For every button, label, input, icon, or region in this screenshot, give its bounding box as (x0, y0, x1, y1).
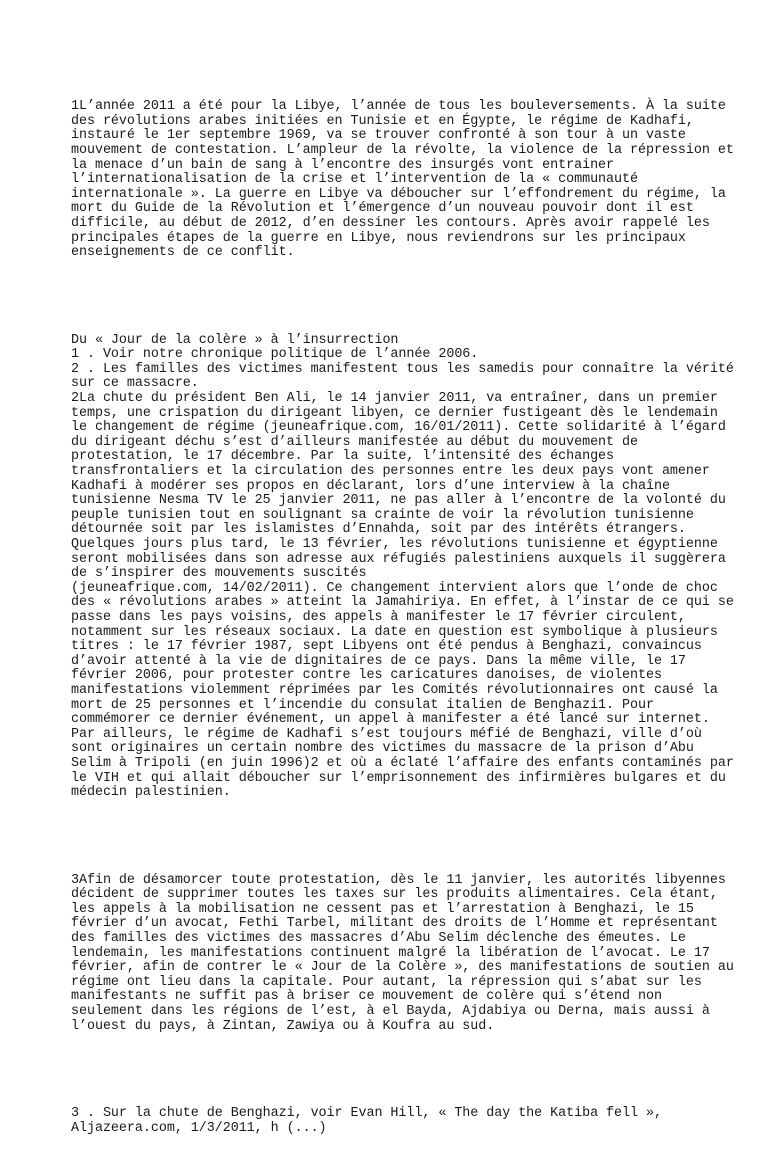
paragraph-intro: 1L’année 2011 a été pour la Libye, l’année de tous les bouleversements. À la suite des révolutions arabes initiées en Tunisie et en Égypte, le régime de Kadhafi, instauré le 1er septembre 1969, va se trouver confronté à son tour à un vaste mouvement de contestation. L’ampleur de la révolte, la violence de la répression et la menace d’un bain de sang à l’encontre des insurgés vont entrainer l’internationalisation de la crise et l’intervention de la « communauté internationale ». La guerre en Libye va déboucher sur l’effondrement du régime, la mort du Guide de la Révolution et l’émergence d’un nouveau pouvoir dont il est difficile, au début de 2012, d’en dessiner les contours. Après avoir rappelé les principales étapes de la guerre en Libye, nous reviendrons sur les principaux enseignements de ce conflit. (71, 99, 734, 261)
document-text (71, 71, 734, 1166)
paragraph-section-2: Du « Jour de la colère » à l’insurrection 1 . Voir notre chronique politique de l’année 2006. 2 . Les familles des victimes manifestent tous les samedis pour connaître la vérité sur ce massacre. 2La chute du président Ben Ali, le 14 janvier 2011, va entraîner, dans un premier temps, une crispation du dirigeant libyen, ce dernier fustigeant dès le lendemain le changement de régime (jeuneafrique.com, 16/01/2011). Cette solidarité à l’égard du dirigeant déchu s’est d’ailleurs manifestée au début du mouvement de protestation, le 17 décembre. Par la suite, l’intensité des échanges transfrontaliers et la circulation des personnes entre les deux pays vont amener Kadhafi à modérer ses propos en déclarant, lors d’une interview à la chaîne tunisienne Nesma TV le 25 janvier 2011, ne pas aller à l’encontre de la volonté du peuple tunisien tout en soulignant sa crainte de voir la révolution tunisienne détournée soit par les islamistes d’Ennahda, soit par des intérêts étrangers. Quelques jours plus tard, le 13 février, les révolutions tunisienne et égyptienne seront mobilisées dans son adresse aux réfugiés palestiniens auxquels il suggèrera de s’inspirer des mouvements suscités (jeuneafrique.com, 14/02/2011). Ce changement intervient alors que l’onde de choc des « révolutions arabes » atteint la Jamahiriya. En effet, à l’instar de ce qui se passe dans les pays voisins, des appels à manifester le 17 février circulent, notamment sur les réseaux sociaux. La date en question est symbolique à plusieurs titres : le 17 février 1987, sept Libyens ont été pendus à Benghazi, convaincus d’avoir attenté à la vie de dignitaires de ce pays. Dans la même ville, le 17 février 2006, pour protester contre les caricatures danoises, de violentes manifestations violemment réprimées par les Comités révolutionnaires ont causé la mort de 25 personnes et l’incendie du consulat italien de Benghazi1. Pour commémorer ce dernier événement, un appel à manifester a été lancé sur internet. Par ailleurs, le régime de Kadhafi s’est toujours méfié de Benghazi, ville d’où sont originaires un certain nombre des victimes du massacre de la prison d’Abu Selim à Tripoli (en juin 1996)2 et où a éclaté l’affaire des enfants contaminés par le VIH et qui allait déboucher sur l’emprisonnement des infirmières bulgares et du médecin palestinien. (71, 332, 734, 801)
paragraph-spacer (71, 290, 711, 305)
paragraph-spacer (71, 1063, 711, 1078)
paragraph-section-3: 3Afin de désamorcer toute protestation, dès le 11 janvier, les autorités libyennes décident de supprimer toutes les taxes sur les produits alimentaires. Cela étant, les appels à la mobilisation ne cessent pas et l’arrestation à Benghazi, le 15 février d’un avocat, Fethi Tarbel, militant des droits de l’Homme et représentant des familles des victimes des massacres d’Abu Selim déclenche des émeutes. Le lendemain, les manifestations continuent malgré la libération de l’avocat. Le 17 février, afin de contrer le « Jour de la Colère », des manifestations de soutien au régime ont lieu dans la capitale. Pour autant, la répression qui s’abat sur les manifestants ne suffit pas à briser ce mouvement de colère qui s’étend non seulement dans les régions de l’est, à el Bayda, Ajdabiya ou Derna, mais aussi à l’ouest du pays, à Zintan, Zawiya ou à Koufra au sud. (71, 872, 734, 1034)
paragraph-spacer (71, 830, 711, 845)
footnote-3: 3 . Sur la chute de Benghazi, voir Evan Hill, « The day the Katiba fell », Aljazeera.com, 1/3/2011, h (...) (71, 1106, 662, 1136)
